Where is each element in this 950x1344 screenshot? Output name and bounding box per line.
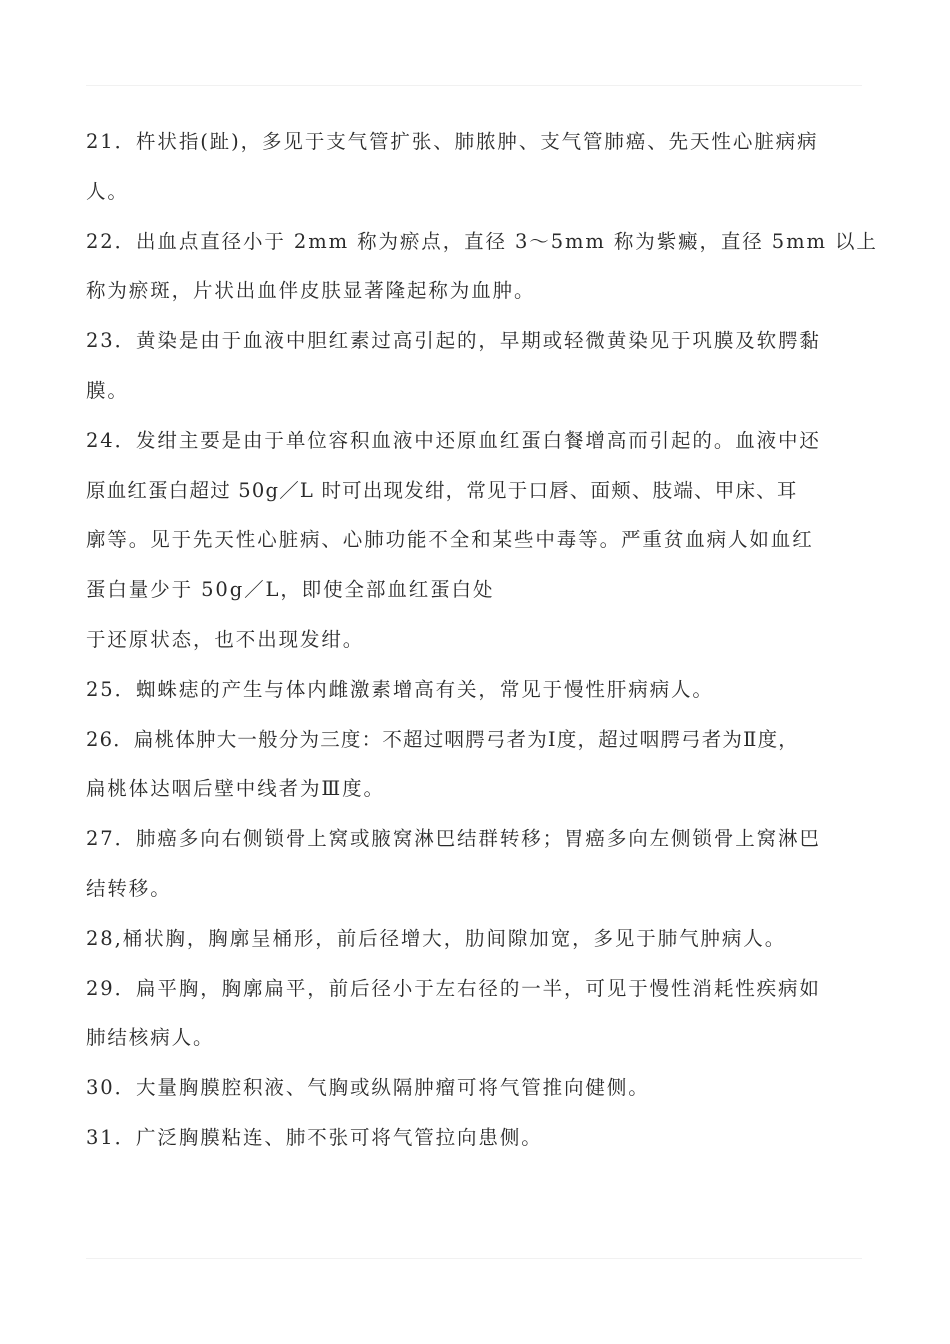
text-line-15: 27．肺癌多向右侧锁骨上窝或腋窝淋巴结群转移；胃癌多向左侧锁骨上窝淋巴	[86, 827, 821, 851]
text-line-10: 蛋白量少于 50g／L，即使全部血红蛋白处	[86, 578, 495, 602]
text-line-17: 28,桶状胸，胸廓呈桶形，前后径增大，肋间隙加宽，多见于肺气肿病人。	[86, 926, 787, 950]
text-line-21: 31．广泛胸膜粘连、肺不张可将气管拉向患侧。	[86, 1125, 543, 1149]
text-line-7: 24．发绀主要是由于单位容积血液中还原血红蛋白餐增高而引起的。血液中还	[86, 428, 821, 452]
text-line-14: 扁桃体达咽后壁中线者为Ⅲ度。	[86, 777, 385, 801]
text-line-5: 23．黄染是由于血液中胆红素过高引起的，早期或轻微黄染见于巩膜及软腭黏	[86, 329, 821, 353]
text-line-18: 29．扁平胸，胸廓扁平，前后径小于左右径的一半，可见于慢性消耗性疾病如	[86, 976, 821, 1000]
text-line-1: 21．杵状指(趾)，多见于支气管扩张、肺脓肿、支气管肺癌、先天性心脏病病	[86, 130, 819, 153]
text-line-4: 称为瘀斑，片状出血伴皮肤显著隆起称为血肿。	[86, 279, 536, 303]
text-line-3: 22．出血点直径小于 2mm 称为瘀点，直径 3～5mm 称为紫癜，直径 5mm 以上	[86, 229, 878, 253]
text-line-11: 于还原状态，也不出现发绀。	[86, 627, 365, 651]
text-line-20: 30．大量胸膜腔积液、气胸或纵隔肿瘤可将气管推向健侧。	[86, 1076, 650, 1100]
header-rule	[86, 85, 862, 86]
text-line-16: 结转移。	[86, 876, 172, 900]
footer-rule	[86, 1258, 862, 1259]
text-line-13: 26．扁桃体肿大一般分为三度：不超过咽腭弓者为Ⅰ度，超过咽腭弓者为Ⅱ度，	[86, 727, 799, 751]
text-line-2: 人。	[86, 179, 129, 203]
text-line-8: 原血红蛋白超过 50g／L 时可出现发绀，常见于口唇、面颊、肢端、甲床、耳	[86, 478, 798, 502]
text-line-6: 膜。	[86, 378, 129, 402]
text-line-19: 肺结核病人。	[86, 1026, 215, 1050]
document-body	[86, 117, 878, 1163]
text-line-12: 25．蜘蛛痣的产生与体内雌激素增高有关，常见于慢性肝病病人。	[86, 677, 714, 701]
text-line-9: 廓等。见于先天性心脏病、心肺功能不全和某些中毒等。严重贫血病人如血红	[86, 528, 814, 552]
